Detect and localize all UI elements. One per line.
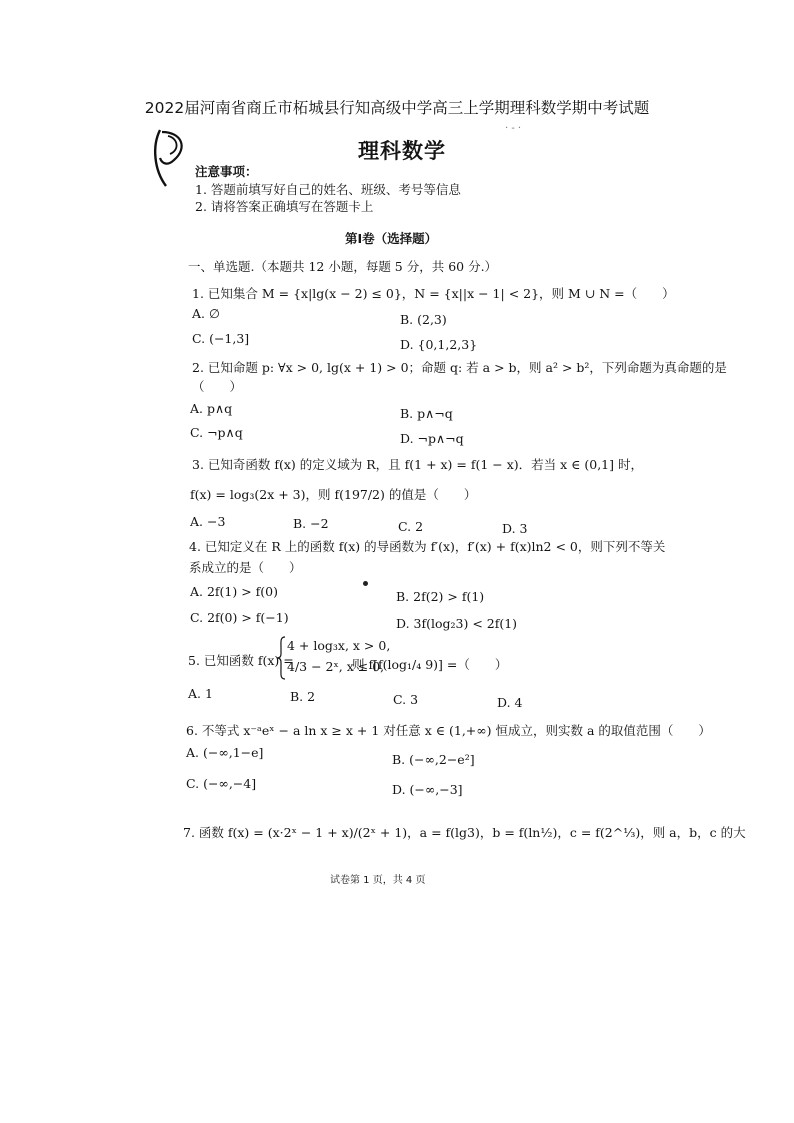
- notice-item: 1. 答题前填写好自己的姓名、班级、考号等信息: [195, 182, 461, 197]
- notice-heading: 注意事项：: [195, 164, 258, 179]
- question-5-stem-continued: 则 f[f(log₁/₄ 9)] =（ ）: [352, 657, 508, 672]
- question-6-stem: 6. 不等式 x⁻ᵃeˣ − a ln x ≥ x + 1 对任意 x ∈ (1,+∞) 恒成立，则实数 a 的取值范围（ ）: [186, 723, 711, 738]
- question-5-case-1: 4 + log₃x, x > 0,: [287, 638, 391, 653]
- page-footer: 试卷第 1 页，共 4 页: [330, 875, 426, 886]
- question-7-stem: 7. 函数 f(x) = (x·2ˣ − 1 + x)/(2ˣ + 1)，a = f(lg3)，b = f(ln½)，c = f(2^⅓)，则 a，b，c 的大: [183, 825, 746, 840]
- question-5-option-d: D. 4: [497, 695, 523, 710]
- question-3-option-d: D. 3: [502, 521, 528, 536]
- question-1-stem: 1. 已知集合 M = {x|lg(x − 2) ≤ 0}，N = {x||x − 1| < 2}，则 M ∪ N =（ ）: [192, 286, 675, 301]
- question-4-option-a: A. 2f(1) > f(0): [190, 584, 279, 599]
- document-title: 2022届河南省商丘市柘城县行知高级中学高三上学期理科数学期中考试题: [144, 99, 650, 117]
- question-4-option-d: D. 3f(log₂3) < 2f(1): [396, 616, 518, 631]
- question-6-option-a: A. (−∞,1−e]: [186, 745, 264, 760]
- question-6-option-c: C. (−∞,−4]: [186, 776, 257, 791]
- question-5-stem: 5. 已知函数 f(x) =: [188, 653, 294, 668]
- question-1-option-c: C. (−1,3]: [192, 331, 250, 346]
- question-5-option-a: A. 1: [188, 686, 213, 701]
- question-4-stem-continued: 系成立的是（ ）: [189, 560, 302, 575]
- question-5-option-c: C. 3: [393, 692, 419, 707]
- question-5-case-2: 4/3 − 2ˣ, x ≤ 0,: [287, 659, 385, 674]
- scan-speck: [363, 581, 368, 586]
- handwritten-mark-icon: [148, 126, 192, 190]
- question-5-option-b: B. 2: [290, 689, 316, 704]
- question-2-option-b: B. p∧¬q: [400, 406, 453, 421]
- question-6-option-d: D. (−∞,−3]: [392, 782, 463, 797]
- question-4-stem: 4. 已知定义在 R 上的函数 f(x) 的导函数为 f′(x)，f′(x) + f(x)ln2 < 0，则下列不等关: [189, 539, 666, 554]
- question-1-option-d: D. {0,1,2,3}: [400, 337, 478, 352]
- question-4-option-c: C. 2f(0) > f(−1): [190, 610, 289, 625]
- question-2-option-d: D. ¬p∧¬q: [400, 431, 464, 446]
- question-2-option-c: C. ¬p∧q: [190, 425, 243, 440]
- question-1-option-a: A. ∅: [192, 306, 220, 321]
- question-4-option-b: B. 2f(2) > f(1): [396, 589, 485, 604]
- question-2-option-a: A. p∧q: [190, 401, 233, 416]
- piecewise-brace-icon: [276, 636, 286, 680]
- question-1-option-b: B. (2,3): [400, 312, 447, 327]
- question-3-option-a: A. −3: [190, 514, 226, 529]
- question-3-stem: 3. 已知奇函数 f(x) 的定义域为 R，且 f(1 + x) = f(1 − x)．若当 x ∈ (0,1] 时，: [192, 457, 643, 472]
- exam-title: 理科数学: [358, 139, 446, 163]
- question-6-option-b: B. (−∞,2−e²]: [392, 752, 475, 767]
- question-2-stem-continued: （ ）: [192, 379, 243, 394]
- part-title: 一、单选题.（本题共 12 小题，每题 5 分，共 60 分.）: [188, 259, 498, 274]
- notice-item: 2. 请将答案正确填写在答题卡上: [195, 199, 374, 214]
- header-scan-marks: · - ·: [505, 123, 522, 134]
- question-2-stem: 2. 已知命题 p: ∀x > 0, lg(x + 1) > 0；命题 q: 若 a > b，则 a² > b²，下列命题为真命题的是: [192, 360, 727, 375]
- section-title: 第Ⅰ卷（选择题）: [345, 231, 438, 246]
- question-3-option-c: C. 2: [398, 519, 424, 534]
- question-3-stem-continued: f(x) = log₃(2x + 3)，则 f(197/2) 的值是（ ）: [190, 487, 477, 502]
- question-3-option-b: B. −2: [293, 516, 329, 531]
